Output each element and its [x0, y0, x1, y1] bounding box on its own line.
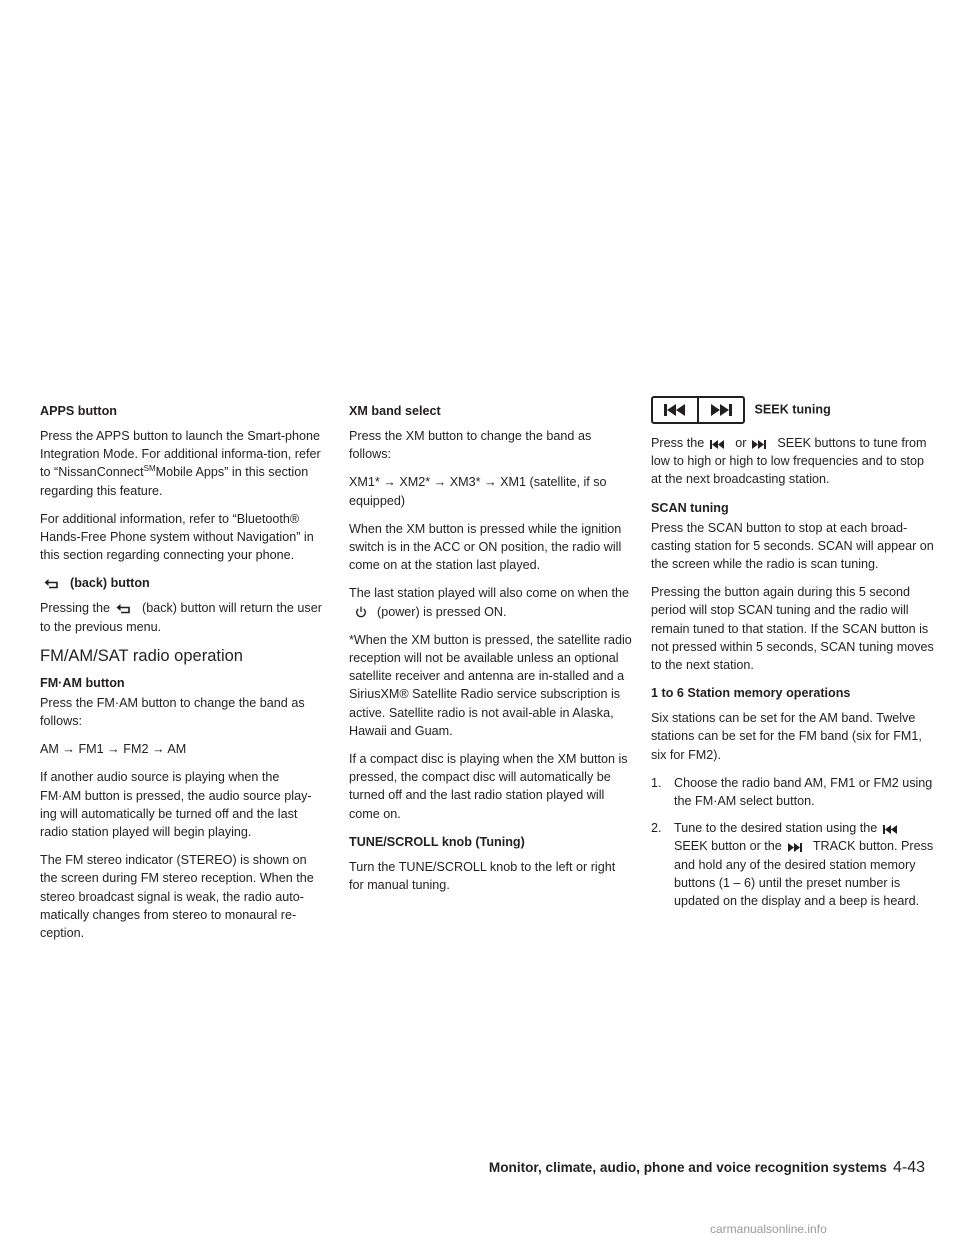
section-title: FM/AM/SAT radio operation: [40, 646, 243, 665]
seek-down-icon: [883, 825, 898, 834]
list-item: 2. Tune to the desired station using the SEEK button or the TRACK button. Press and hold any of the desired station memory buttons (1 – 6) until the preset number is updated on the display and a beep is heard.: [651, 821, 934, 909]
tune-paragraph: Turn the TUNE/SCROLL knob to the left or right for manual tuning.: [349, 859, 616, 893]
seek-down-icon: [653, 398, 697, 422]
seek-up-icon: [697, 398, 743, 422]
column-left: [40, 402, 323, 952]
xm-paragraph-4: The last station played will also come on when the (power) is pressed ON.: [349, 586, 630, 619]
seek-tuning-heading: SEEK tuning: [651, 396, 935, 424]
memory-heading: 1 to 6 Station memory operations: [651, 686, 851, 701]
fmam-paragraph-3: If another audio source is playing when the FM·AM button is pressed, the audio source play-ing will automatically be turned off and the last radio station played will begin playing.: [40, 770, 312, 840]
seek-up-icon: [788, 843, 803, 852]
scan-paragraph-2: Pressing the button again during this 5 second period will stop SCAN tuning and the radio will remain tuned to that station. If the SCAN button is not pressed within 5 seconds, SCAN tuning moves to the next station.: [651, 585, 934, 673]
tune-scroll-heading: TUNE/SCROLL knob (Tuning): [349, 834, 525, 849]
fmam-paragraph-4: The FM stereo indicator (STEREO) is shown on the screen during FM stereo reception. When the stereo broadcast signal is weak, the radio auto-matically changes from stereo to monaural re-ception.: [40, 853, 314, 941]
seek-up-icon: [752, 440, 767, 449]
list-item: 1. Choose the radio band AM, FM1 or FM2 using the FM·AM select button.: [651, 775, 933, 809]
fmam-paragraph-1: Press the FM·AM button to change the band as follows:: [40, 695, 305, 729]
memory-steps: [651, 774, 935, 910]
memory-paragraph: Six stations can be set for the AM band. Twelve stations can be set for the FM band (six for FM1, six for FM2).: [651, 711, 922, 762]
xm-paragraph-5: *When the XM button is pressed, the satellite radio reception will not be available unless an optional satellite receiver and antenna are in-stalled and a SiriusXM® Satellite Radio service subscription is active. Satellite radio is not avail-able in Alaska, Hawaii and Guam.: [349, 632, 632, 738]
watermark: carmanualsonline.info: [710, 1222, 827, 1236]
scan-paragraph-1: Press the SCAN button to stop at each broad-casting station for 5 seconds. SCAN will appear on the screen while the radio is scan tuning.: [651, 520, 934, 572]
xm-paragraph-2: XM1* → XM2* → XM3* → XM1 (satellite, if so equipped): [349, 475, 607, 508]
seek-down-icon: [710, 440, 725, 449]
apps-paragraph-2: For additional information, refer to “Bluetooth® Hands-Free Phone system without Navigation” in this section regarding connecting your phone.: [40, 511, 314, 563]
apps-button-heading: APPS button: [40, 404, 117, 418]
column-middle: [349, 402, 632, 904]
back-arrow-icon: [44, 576, 60, 589]
back-paragraph: Pressing the (back) button will return the user to the previous menu.: [40, 601, 322, 634]
xm-band-heading: XM band select: [349, 404, 441, 418]
scan-tuning-heading: SCAN tuning: [651, 500, 729, 515]
xm-paragraph-3: When the XM button is pressed while the ignition switch is in the ACC or ON position, the radio will come on at the station last played.: [349, 521, 622, 573]
apps-paragraph-1: Press the APPS button to launch the Smart-phone Integration Mode. For additional informa-tion, refer to “NissanConnect℠Mobile Apps” in this section regarding this feature.: [40, 429, 321, 498]
fmam-button-heading: FM·AM button: [40, 675, 125, 690]
xm-paragraph-6: If a compact disc is playing when the XM button is pressed, the compact disc will automatically be turned off and the last radio station played will come on.: [349, 752, 628, 821]
back-button-heading: (back) button: [40, 574, 323, 592]
seek-buttons-graphic: [651, 396, 745, 424]
back-arrow-icon: [116, 601, 132, 614]
page-footer: [489, 1159, 925, 1177]
chapter-title: Monitor, climate, audio, phone and voice recognition systems: [488, 1160, 887, 1175]
xm-paragraph-1: Press the XM button to change the band as follows:: [349, 429, 592, 462]
page-number: 4-43: [892, 1159, 925, 1176]
fmam-paragraph-2: AM → FM1 → FM2 → AM: [40, 742, 187, 757]
seek-paragraph: Press the or SEEK buttons to tune from low to high or high to low frequencies and to stop at the next broadcasting station.: [651, 436, 927, 487]
column-right: [651, 402, 935, 919]
power-icon: [355, 606, 367, 618]
